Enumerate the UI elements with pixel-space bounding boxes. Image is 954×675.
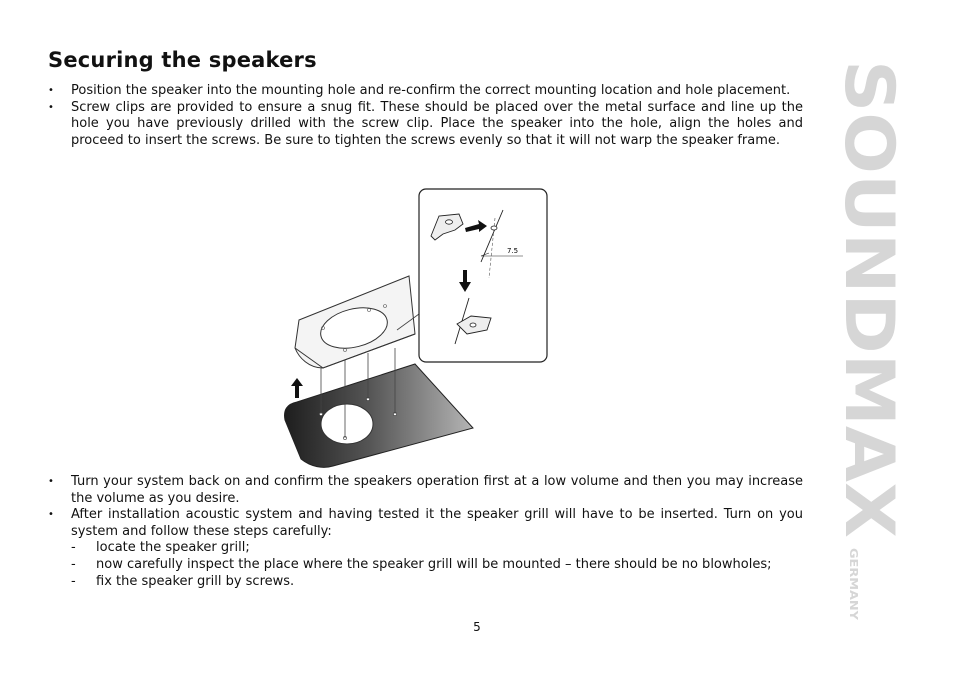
bullet-icon: • — [48, 476, 54, 487]
brand-subtitle: GERMANY — [847, 548, 860, 610]
steps-list — [71, 540, 803, 590]
dash-icon: - — [71, 573, 76, 589]
dimension-label: 7.5 — [507, 247, 519, 255]
brand-logo — [829, 60, 912, 620]
bullet-icon: • — [48, 85, 54, 96]
page-number: 5 — [473, 620, 481, 634]
list-item — [48, 474, 803, 507]
list-item — [48, 83, 803, 100]
list-item-text: Turn your system back on and confirm the speakers operation first at a low volume and then you may increase the volume as you desire. — [71, 474, 803, 506]
installation-illustration — [283, 188, 549, 468]
dash-icon: - — [71, 556, 76, 572]
step-text: locate the speaker grill; — [96, 540, 250, 556]
list-item — [48, 507, 803, 590]
list-item-text: Screw clips are provided to ensure a snug fit. These should be placed over the metal surface and line up the hole you have previously drilled with the screw clip. Place the speaker into the hole, align the holes and proceed to insert the screws. Be sure to tighten the screws evenly so that it will not warp the speaker frame. — [71, 99, 803, 148]
mounting-plate — [285, 364, 474, 467]
speaker-frame — [295, 276, 415, 368]
bullet-icon: • — [48, 101, 54, 113]
up-arrow-icon — [291, 378, 303, 398]
list-item — [48, 100, 803, 150]
bullet-icon: • — [48, 509, 54, 521]
step-item — [71, 540, 803, 557]
step-item — [71, 574, 803, 591]
list-item-text: Position the speaker into the mounting hole and re-confirm the correct mounting location and hole placement. — [71, 83, 791, 98]
list-item-text: After installation acoustic system and having tested it the speaker grill will have to be inserted. Turn on you system and follow these steps carefully: — [71, 507, 803, 539]
step-text: now carefully inspect the place where the speaker grill will be mounted – there should be no blowholes; — [96, 556, 772, 572]
instructions-top — [48, 83, 803, 149]
page-title: Securing the speakers — [48, 48, 317, 72]
detail-inset — [397, 189, 547, 362]
step-item — [71, 557, 803, 574]
step-text: fix the speaker grill by screws. — [96, 573, 295, 589]
brand-name: SOUNDMAX — [829, 60, 908, 509]
instructions-bottom — [48, 474, 803, 590]
dash-icon: - — [71, 540, 76, 556]
